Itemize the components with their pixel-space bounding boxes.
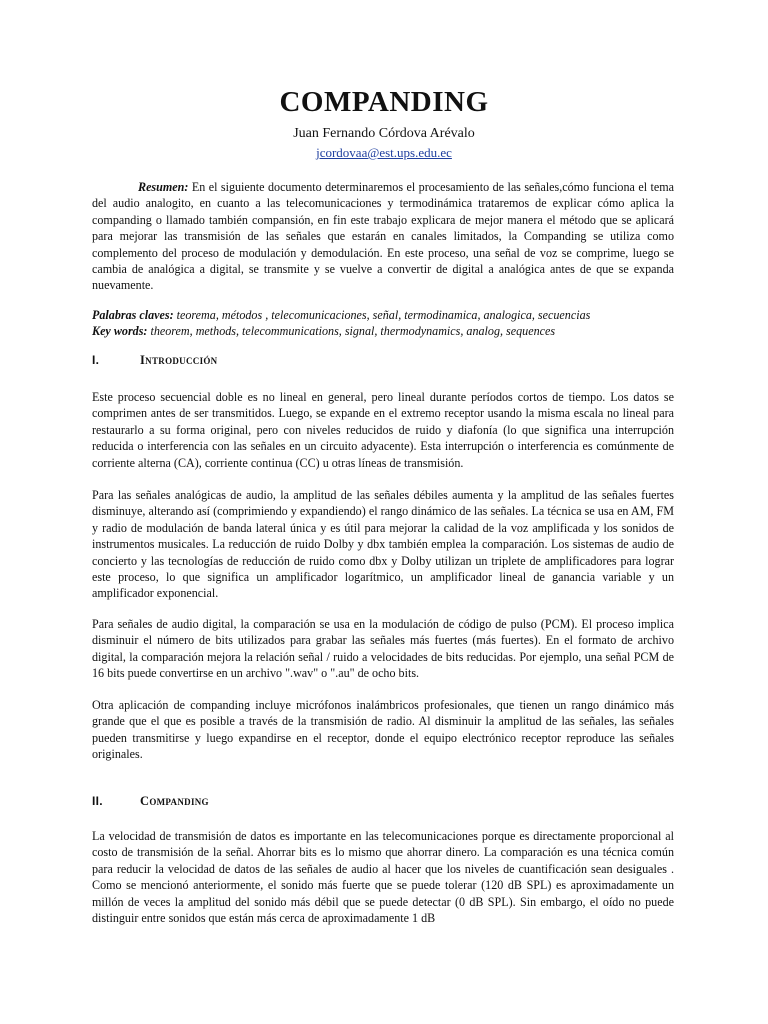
section-number: I. xyxy=(92,353,100,367)
body-paragraph: Para señales de audio digital, la comparación se usa en la modulación de código de pulso (PCM). El proceso implica disminuir el número de bits utilizados para grabar las señales más fuertes (más fuertes). En el formato de archivo digital, la comparación mejora la relación señal / ruido a velocidades de bits reducidas. Por ejemplo, una señal PCM de 16 bits puede convertirse en un archivo ".wav" o ".au" de ocho bits. xyxy=(92,617,674,681)
body-paragraph: La velocidad de transmisión de datos es importante en las telecomunicaciones porque es directamente proporcional al costo de transmisión de la señal. Ahorrar bits es lo mismo que ahorrar dinero. La comparación es una técnica común para reducir la velocidad de datos de las señales de audio al hacer que los niveles de cuantificación sean desiguales . Como se mencionó anteriormente, el sonido más fuerte que se puede tolerar (120 dB SPL) es aproximadamente un millón de veces la amplitud del sonido más débil que se puede detectar (0 dB SPL). Sin embargo, el oído no puede distinguir entre sonidos que están más cerca de aproximadamente 1 dB xyxy=(92,829,674,926)
keywords-english-label: Key words: xyxy=(92,324,148,338)
keywords-spanish-text: teorema, métodos , telecomunicaciones, señal, termodinamica, analogica, secuencias xyxy=(173,308,591,322)
abstract-text: En el siguiente documento determinaremos el procesamiento de las señales,cómo funciona el tema del audio analogito, en cuanto a las telecomunicaciones y termodinámica trataremos de explicar cómo aplica la companding o llamado también compansión, en fin este trabajo explicara de mejor manera el método que se aplicará para mejorar las transmisión de las señales que estarán en canales limitados, la Companding se utiliza como complemento del proceso de modulación y demodulación. En este proceso, una señal de voz se comprime, luego se cambia de analógica a digital, se transmite y se vuelve a convertir de digital a analógica antes de que se expanda nuevamente. xyxy=(92,180,674,293)
abstract-paragraph xyxy=(92,179,674,294)
body-paragraph: Para las señales analógicas de audio, la amplitud de las señales débiles aumenta y la amplitud de las señales fuertes disminuye, alterando así (comprimiendo y expandiendo) el rango dinámico de las señales. La técnica se usa en AM, FM y radio de modulación de banda lateral única y es útil para mejorar la calidad de la voz amplificada y los sonidos de instrumentos musicales. La reducción de ruido Dolby y dbx también emplea la comparación. Los sistemas de audio de concierto y las tecnologías de reducción de ruido como dbx y Dolby utilizan un triplete de amplificadores para lograr este proceso, lo que significa un amplificador logarítmico, un amplificador lineal de ganancia variable y un amplificador exponencial. xyxy=(92,488,674,601)
author-name: Juan Fernando Córdova Arévalo xyxy=(293,126,475,141)
author-email-link[interactable]: jcordovaa@est.ups.edu.ec xyxy=(316,145,452,160)
section-title: Introducción xyxy=(140,353,218,367)
paper-title: COMPANDING xyxy=(279,86,489,118)
section-title: Companding xyxy=(140,794,209,808)
keywords-english xyxy=(92,323,674,339)
keywords-spanish-label: Palabras claves: xyxy=(92,308,174,322)
keywords-english-text: theorem, methods, telecommunications, signal, thermodynamics, analog, sequences xyxy=(147,324,556,338)
abstract-label: Resumen: xyxy=(138,180,189,194)
section-heading-introduccion xyxy=(92,353,217,368)
section-heading-companding xyxy=(92,794,209,809)
body-paragraph: Otra aplicación de companding incluye micrófonos inalámbricos profesionales, que tienen un rango dinámico más grande que el que es posible a través de la transmisión de radio. Al disminuir la amplitud de las señales, las señales pueden transmitirse y luego expandirse en el receptor, donde el equipo electrónico receptor reproduce las señales originales. xyxy=(92,698,674,762)
keywords-spanish xyxy=(92,307,674,323)
body-paragraph: Este proceso secuencial doble es no lineal en general, pero lineal durante períodos cortos de tiempo. Los datos se comprimen antes de ser transmitidos. Luego, se expande en el extremo receptor usando la misma escala no lineal para restaurarlo a su forma original, pero con niveles reducidos de ruido y diafonía (lo que significa una interrupción reducida o interferencia con las señales en un circuito adyacente). Esta interrupción o interferencia es comúnmente de corriente alterna (CA), corriente continua (CC) u otras líneas de transmisión. xyxy=(92,390,674,470)
section-number: II. xyxy=(92,794,103,808)
